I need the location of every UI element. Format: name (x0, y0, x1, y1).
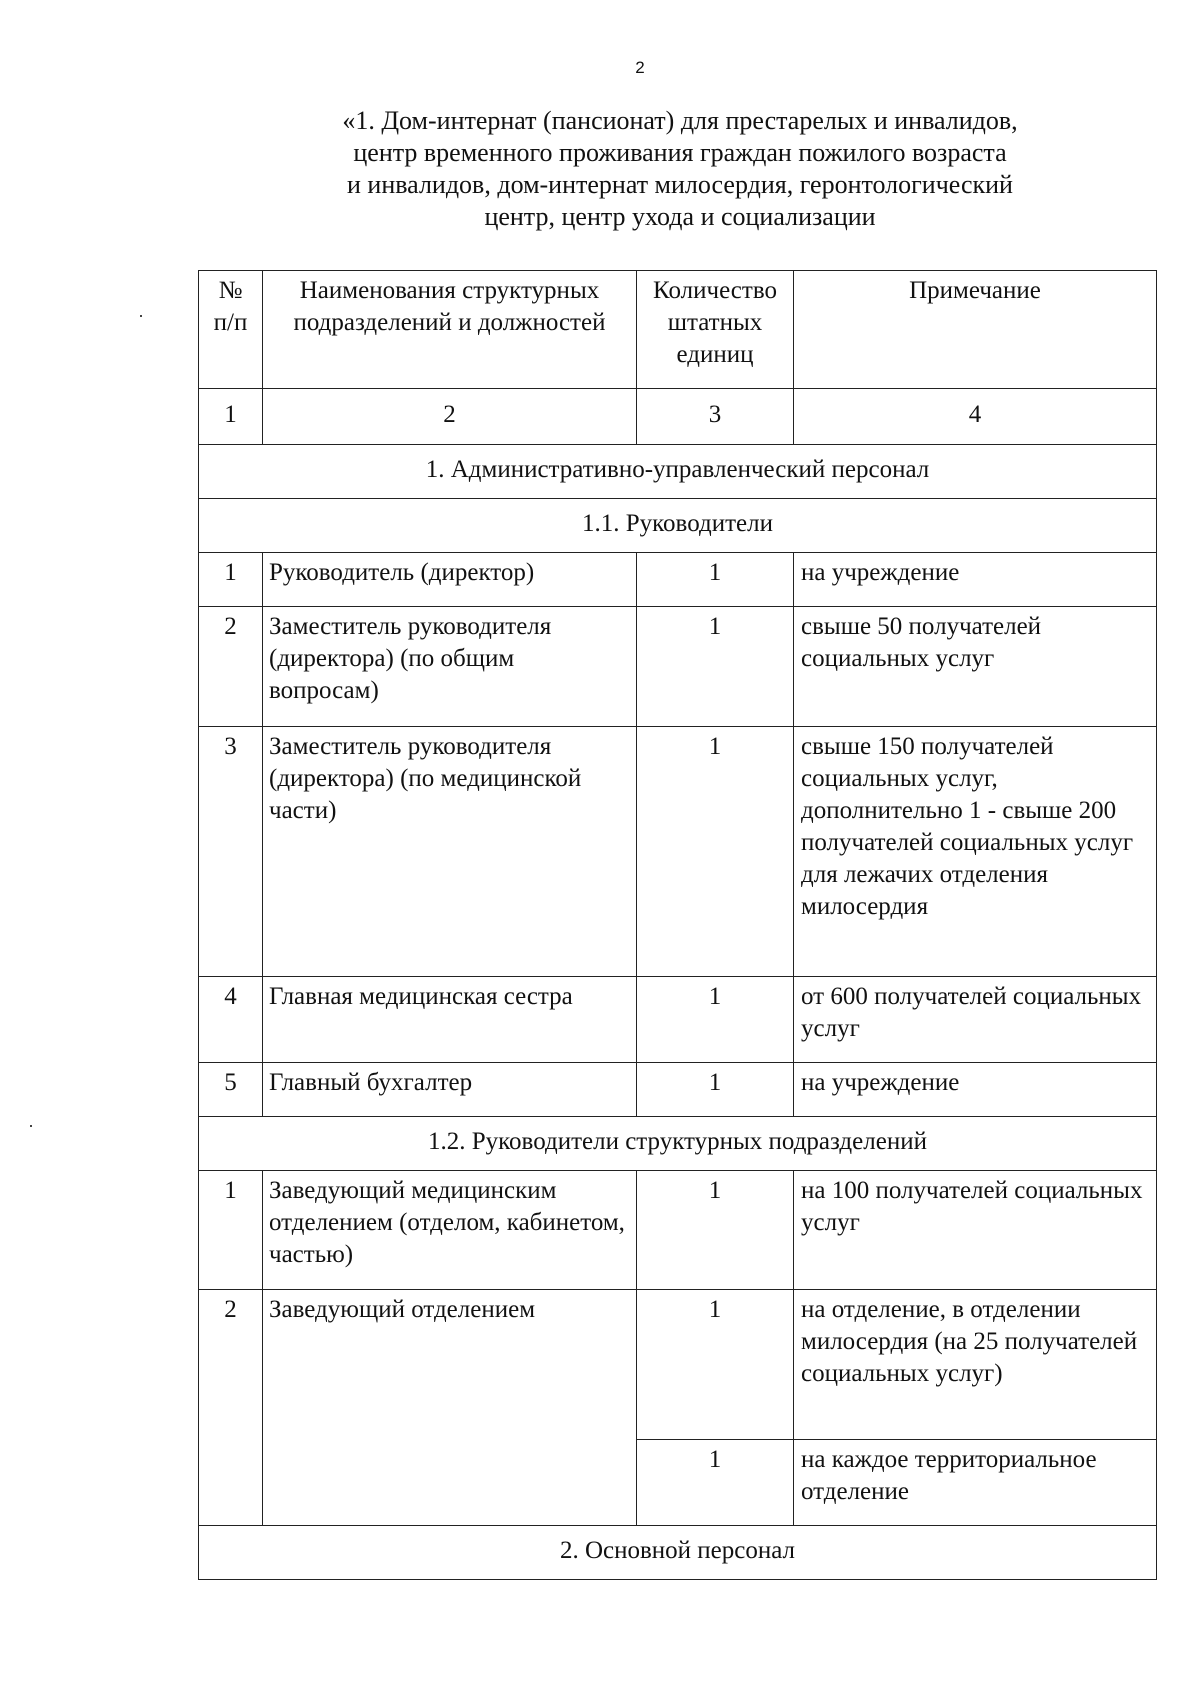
subsection-row (199, 499, 1157, 553)
section-row (199, 1526, 1157, 1580)
header-name: Наименования структурных подразделений и должностей (263, 271, 637, 389)
page-number: 2 (635, 58, 645, 77)
heading-line: и инвалидов, дом-интернат милосердия, геронтологический (347, 170, 1013, 199)
table-row: 1 Руководитель (директор) 1 на учреждение (199, 553, 1157, 607)
heading-line: «1. Дом-интернат (пансионат) для престарелых и инвалидов, (342, 106, 1018, 135)
column-number: 3 (637, 389, 794, 445)
column-number-row (199, 389, 1157, 445)
scan-speck (30, 1125, 32, 1127)
table-row: 5 Главный бухгалтер 1 на учреждение (199, 1063, 1157, 1117)
section-row (199, 445, 1157, 499)
section-title: 2. Основной персонал (199, 1526, 1157, 1580)
table-row: 2 Заведующий отделением 1 на отделение, в отделении милосердия (на 25 получателей социальных услуг) (199, 1290, 1157, 1440)
section-title: 1. Административно-управленческий персонал (199, 445, 1157, 499)
column-number: 2 (263, 389, 637, 445)
table-row: 1 Заведующий медицинским отделением (отделом, кабинетом, частью) 1 на 100 получателей социальных услуг (199, 1171, 1157, 1290)
subsection-title: 1.1. Руководители (199, 499, 1157, 553)
subsection-row (199, 1117, 1157, 1171)
header-note: Примечание (794, 271, 1157, 389)
table-row: 1 на каждое территориальное отделение (199, 1440, 1157, 1526)
column-number: 1 (199, 389, 263, 445)
staffing-table (198, 270, 1157, 1580)
table-row: 2 Заместитель руководителя (директора) (по общим вопросам) 1 свыше 50 получателей социальных услуг (199, 607, 1157, 727)
table-row: 4 Главная медицинская сестра 1 от 600 получателей социальных услуг (199, 977, 1157, 1063)
header-num: № п/п (199, 271, 263, 389)
header-qty: Количество штатных единиц (637, 271, 794, 389)
heading-line: центр, центр ухода и социализации (484, 202, 876, 231)
table-row: 3 Заместитель руководителя (директора) (по медицинской части) 1 свыше 150 получателей социальных услуг, дополнительно 1 - свыше 200 получателей социальных услуг для лежачих отделения милосердия (199, 727, 1157, 977)
document-heading (260, 105, 1100, 233)
column-number: 4 (794, 389, 1157, 445)
table-header-row (199, 271, 1157, 389)
subsection-title: 1.2. Руководители структурных подразделений (199, 1117, 1157, 1171)
heading-line: центр временного проживания граждан пожилого возраста (353, 138, 1007, 167)
scan-speck (140, 315, 142, 317)
